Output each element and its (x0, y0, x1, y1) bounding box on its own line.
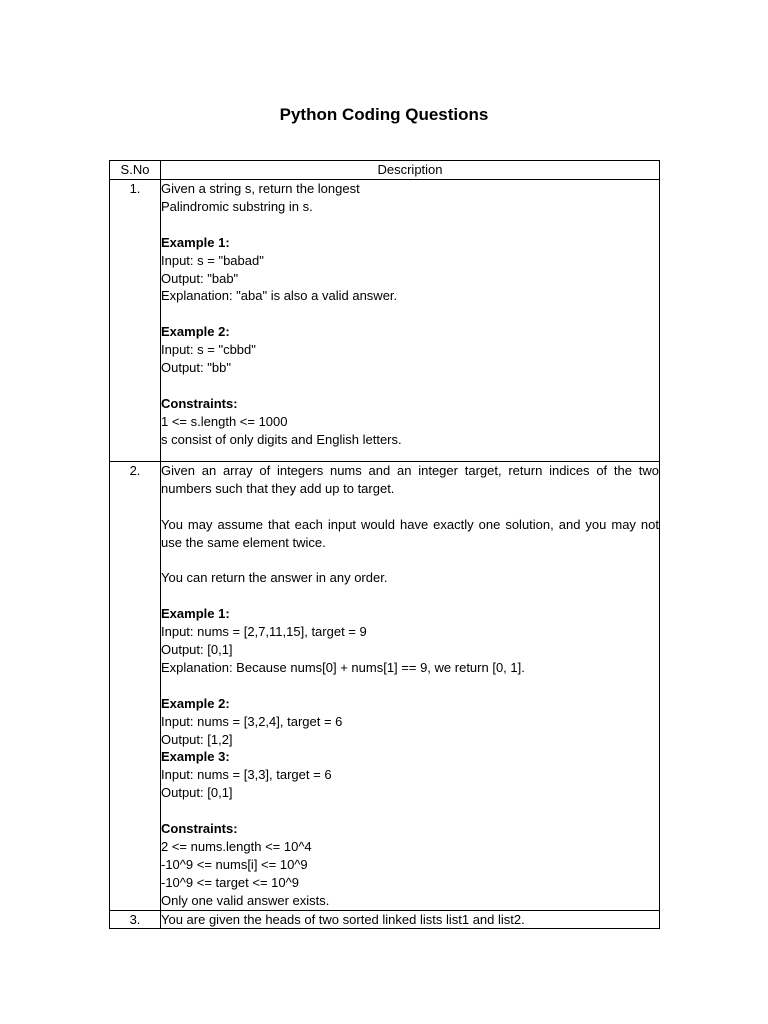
example-input: Input: nums = [3,3], target = 6 (161, 767, 332, 783)
constraint-line: 2 <= nums.length <= 10^4 (161, 838, 312, 854)
example-explanation: Explanation: Because nums[0] + nums[1] == 9, we return [0, 1]. (161, 659, 525, 675)
example-input: Input: nums = [3,2,4], target = 6 (161, 713, 343, 729)
table-row (110, 462, 660, 911)
constraint-line: 1 <= s.length <= 1000 (161, 413, 288, 429)
example-output: Output: [1,2] (161, 731, 233, 747)
question-text: You are given the heads of two sorted linked lists list1 and list2. (161, 911, 525, 927)
constraints-heading: Constraints: (161, 395, 238, 411)
example-explanation: Explanation: "aba" is also a valid answer. (161, 288, 398, 304)
example-heading: Example 2: (161, 324, 230, 340)
page-title: Python Coding Questions (279, 105, 489, 124)
example-heading: Example 2: (161, 695, 230, 711)
constraint-line: -10^9 <= target <= 10^9 (161, 874, 299, 890)
example-output: Output: [0,1] (161, 785, 233, 801)
table-header-row (110, 161, 660, 180)
question-description (161, 910, 660, 929)
example-input: Input: nums = [2,7,11,15], target = 9 (161, 624, 367, 640)
header-description: Description (161, 161, 660, 180)
example-heading: Example 1: (161, 234, 230, 250)
example-output: Output: "bb" (161, 360, 231, 376)
question-text: Given an array of integers nums and an integer target, return indices of the two numbers such that they add up to target. (161, 463, 659, 496)
example-output: Output: [0,1] (161, 642, 233, 658)
question-number: 1. (110, 180, 161, 462)
question-text: Palindromic substring in s. (161, 198, 313, 214)
question-description (161, 180, 660, 462)
question-description (161, 462, 660, 911)
table-row (110, 910, 660, 929)
example-heading: Example 3: (161, 749, 230, 765)
question-text: You may assume that each input would have exactly one solution, and you may not use the same element twice. (161, 516, 659, 550)
constraint-line: s consist of only digits and English letters. (161, 431, 402, 447)
question-text: Given a string s, return the longest (161, 181, 360, 196)
constraint-line: -10^9 <= nums[i] <= 10^9 (161, 856, 308, 872)
question-number: 2. (110, 462, 161, 911)
example-heading: Example 1: (161, 606, 230, 622)
example-input: Input: s = "babad" (161, 252, 264, 268)
header-sno: S.No (110, 161, 161, 180)
constraint-line: Only one valid answer exists. (161, 892, 330, 908)
table-row (110, 180, 660, 462)
example-output: Output: "bab" (161, 270, 239, 286)
question-number: 3. (110, 910, 161, 929)
example-input: Input: s = "cbbd" (161, 342, 256, 358)
constraints-heading: Constraints: (161, 821, 238, 837)
question-text: You can return the answer in any order. (161, 570, 388, 586)
questions-table (109, 160, 660, 929)
